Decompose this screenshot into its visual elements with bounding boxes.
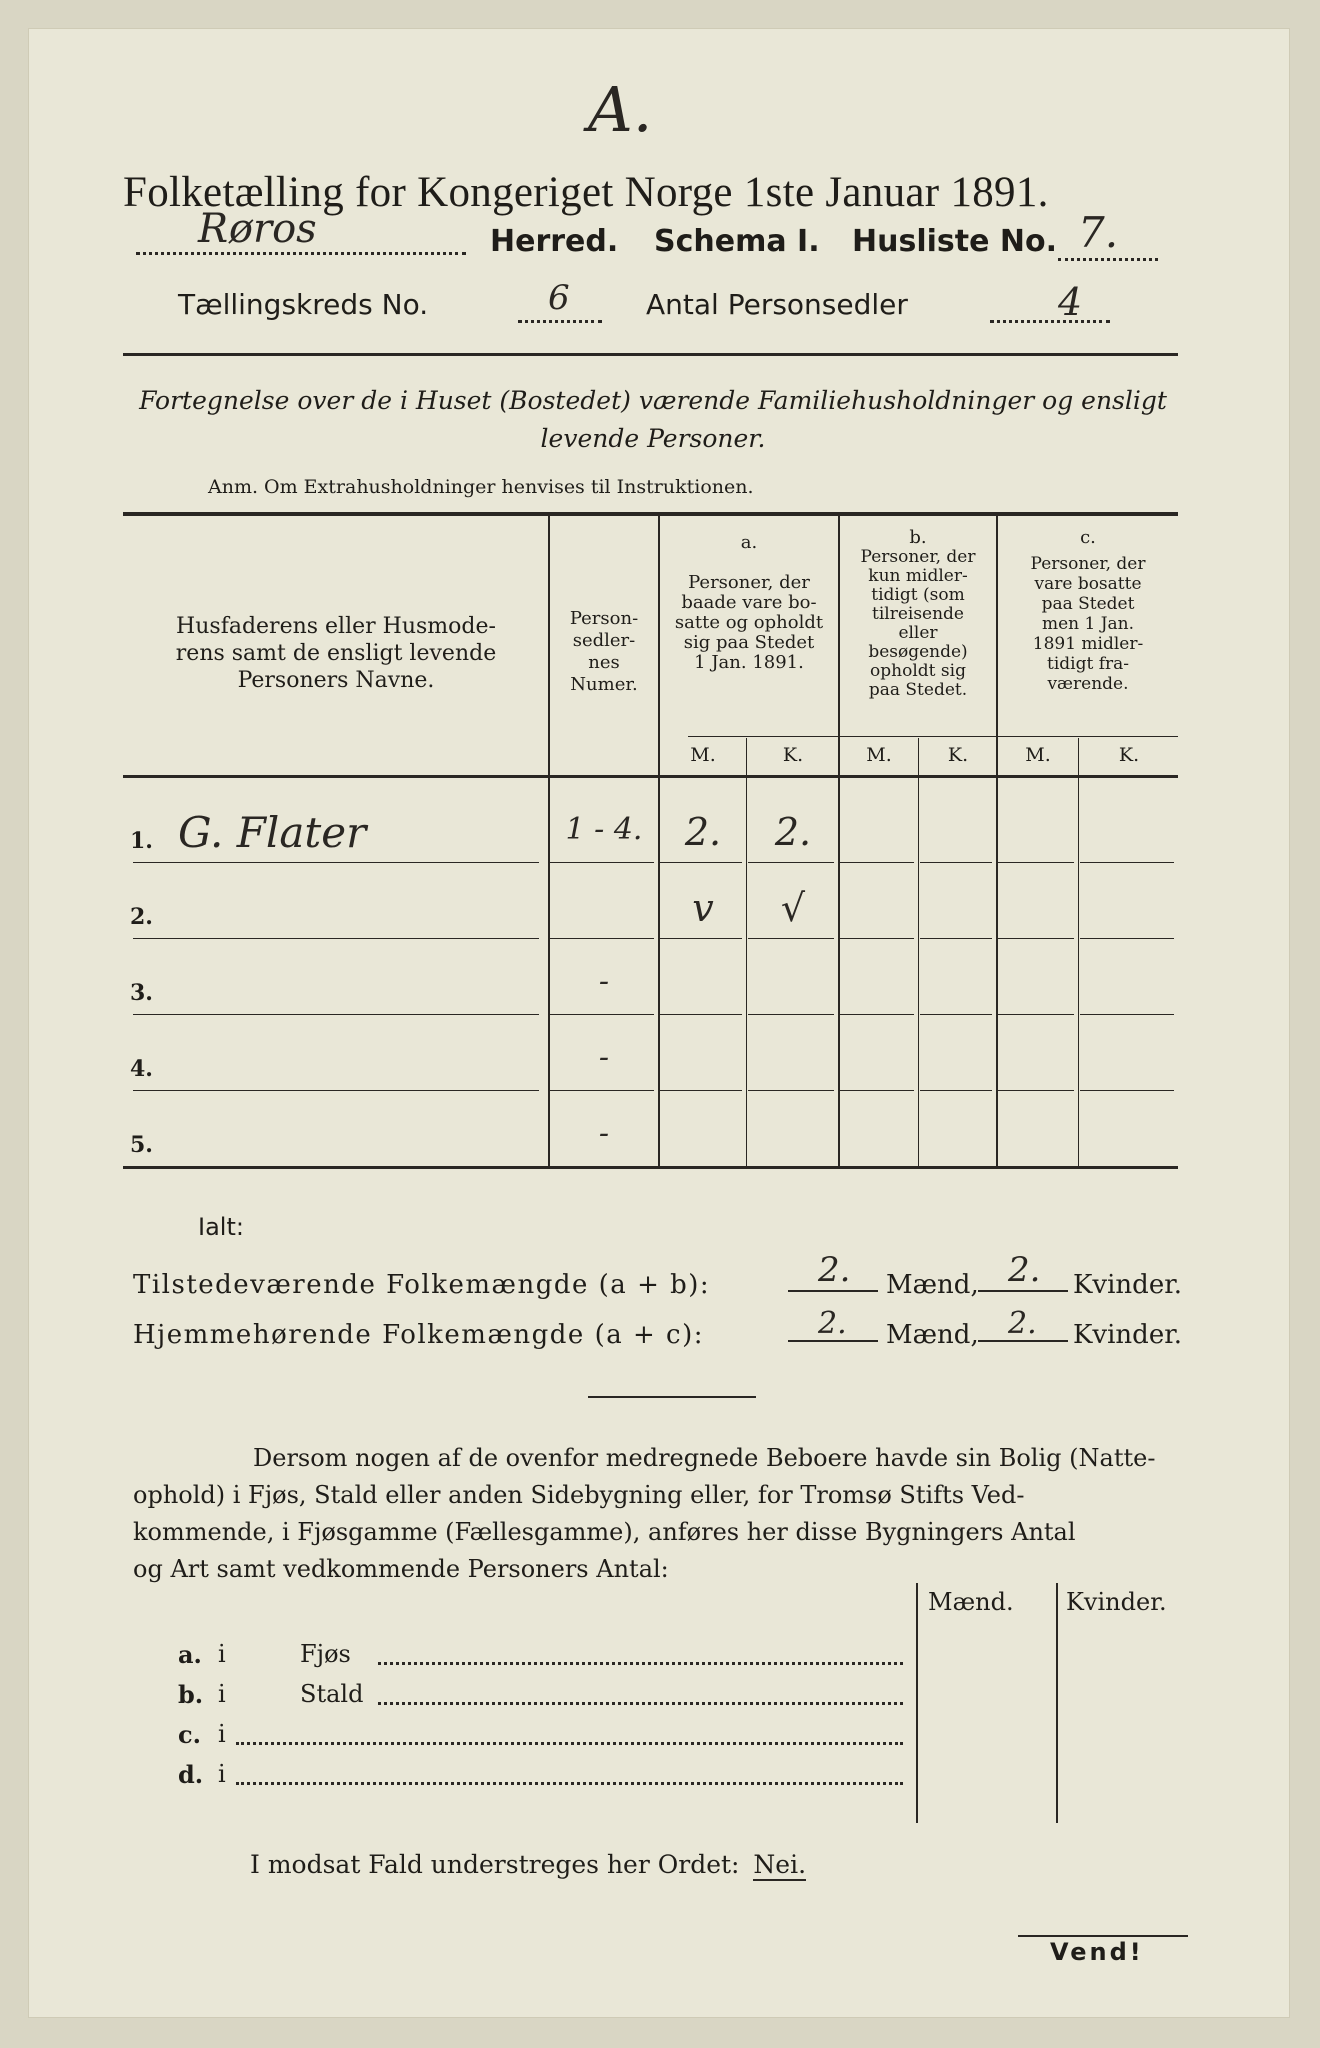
- header-b-k: K.: [947, 744, 969, 766]
- herred-label: Herred.: [490, 224, 619, 259]
- row-rule: [920, 862, 992, 863]
- col-header-a-letter: a.: [740, 532, 758, 553]
- row-rule: [133, 938, 539, 939]
- header-c-k: K.: [1118, 744, 1140, 766]
- row-rule: [1080, 938, 1174, 939]
- row-rule: [660, 862, 742, 863]
- col-header-numer-line-3: nes: [588, 652, 620, 673]
- col-header-a-text-line-2: baade vare bo-: [681, 592, 817, 613]
- anm-note: Anm. Om Extrahusholdninger henvises til Instruktionen.: [208, 476, 754, 498]
- row-a-k: √: [780, 886, 806, 930]
- col-header-b-text-line-7: opholdt sig: [870, 661, 966, 681]
- row-rule: [920, 1014, 992, 1015]
- row-rule: [133, 1090, 539, 1091]
- building-row-letter: a.: [178, 1640, 202, 1669]
- row-rule: [748, 862, 834, 863]
- row-a-k: 2.: [774, 810, 812, 854]
- intro-line-1: Fortegnelse over de i Huset (Bostedet) værende Familiehusholdninger og ensligt: [139, 386, 1167, 415]
- col-header-b-text-line-8: paa Stedet.: [868, 680, 968, 700]
- row-number: 3.: [130, 980, 153, 1006]
- kreds-label: Tællingskreds No.: [178, 288, 429, 321]
- ialt-label: Ialt:: [198, 1213, 244, 1241]
- col-header-b-text-line-2: kun midler-: [868, 566, 968, 586]
- row-rule: [998, 938, 1074, 939]
- building-row-letter: b.: [178, 1680, 204, 1709]
- row-rule: [748, 1014, 834, 1015]
- row-rule: [920, 1090, 992, 1091]
- hjemme-label: Hjemmehørende Folkemængde (a + c):: [133, 1320, 704, 1350]
- row-rule: [840, 938, 914, 939]
- census-form-page: [28, 28, 1290, 2018]
- col-header-c-letter: c.: [1080, 527, 1096, 548]
- building-row-dots: [236, 1742, 903, 1745]
- col-header-b: [840, 528, 996, 700]
- row-numer: -: [598, 1116, 610, 1151]
- row-rule: [748, 1090, 834, 1091]
- building-row-letter: d.: [178, 1760, 204, 1789]
- handwritten-mark: A.: [588, 73, 653, 146]
- col-header-numer-line-1: Person-: [569, 608, 639, 629]
- row-rule: [998, 1014, 1074, 1015]
- row-rule: [840, 1014, 914, 1015]
- col-header-numer: [550, 608, 658, 696]
- row-rule: [1080, 862, 1174, 863]
- intro-line-2: levende Personer.: [540, 424, 766, 453]
- building-row-label: Fjøs: [300, 1640, 351, 1668]
- totals-separator: [588, 1396, 756, 1398]
- col-header-c-text-line-6: tidigt fra-: [1046, 654, 1129, 674]
- tilstede-m-value: 2.: [818, 1250, 851, 1290]
- building-row-i: i: [218, 1720, 226, 1748]
- mk-subheader-rule: [688, 736, 1178, 737]
- row-number: 4.: [130, 1056, 153, 1082]
- row-rule: [550, 862, 654, 863]
- row-name: G. Flater: [178, 808, 367, 857]
- header-rule: [123, 353, 1178, 356]
- tilstede-kvinder: Kvinder.: [1073, 1270, 1183, 1300]
- row-a-m: 2.: [684, 810, 722, 854]
- row-number: 2.: [130, 904, 153, 930]
- row-rule: [133, 862, 539, 863]
- col-divider-c-mk: [1078, 738, 1079, 1166]
- col-divider-a-mk: [746, 738, 747, 1166]
- col-header-b-text-line-3: tidigt (som: [871, 585, 965, 605]
- col-header-b-text-line-5: eller: [898, 623, 938, 643]
- header-a-k: K.: [782, 744, 804, 766]
- buildings-col-maend: Mænd.: [928, 1588, 1014, 1616]
- kreds-dotted-line: [518, 320, 602, 323]
- row-rule: [998, 1090, 1074, 1091]
- row-rule: [920, 938, 992, 939]
- row-rule: [550, 1014, 654, 1015]
- hjemme-maend: Mænd,: [886, 1320, 979, 1350]
- hjemme-m-value: 2.: [818, 1306, 847, 1341]
- row-rule: [660, 1090, 742, 1091]
- col-header-c-text-line-5: 1891 midler-: [1032, 634, 1144, 654]
- row-rule: [998, 862, 1074, 863]
- col-header-b-text-line-4: tilreisende: [871, 604, 964, 624]
- hjemme-kvinder: Kvinder.: [1073, 1320, 1183, 1350]
- buildings-col-divider-1: [916, 1583, 918, 1823]
- col-header-names-line-1: Husfaderens eller Husmode-: [176, 614, 496, 639]
- building-row: [178, 1720, 903, 1756]
- col-header-a-text-line-1: Personer, der: [688, 572, 810, 593]
- header-c-m: M.: [1025, 744, 1051, 766]
- col-header-names-line-2: rens samt de ensligt levende: [175, 641, 497, 666]
- col-header-a-text-line-3: satte og opholdt: [674, 612, 824, 633]
- personsedler-dotted-line: [990, 320, 1110, 323]
- vend-label: Vend!: [1050, 1938, 1144, 1966]
- building-row: [178, 1640, 903, 1676]
- col-header-b-letter: b.: [909, 527, 927, 548]
- schema-label: Schema I.: [654, 224, 820, 259]
- col-header-c-text: [998, 554, 1178, 694]
- personsedler-label: Antal Personsedler: [646, 288, 908, 321]
- col-header-b-text-line-1: Personer, der: [860, 547, 976, 567]
- row-a-m: v: [692, 886, 714, 930]
- col-header-names-line-3: Personers Navne.: [237, 668, 435, 693]
- tilstede-k-line: [978, 1290, 1068, 1292]
- col-divider-b-mk: [918, 738, 919, 1166]
- husliste-dotted-line: [1058, 258, 1158, 261]
- row-rule: [660, 1014, 742, 1015]
- col-header-c-text-line-2: vare bosatte: [1034, 574, 1142, 594]
- personsedler-value: 4: [1058, 280, 1083, 324]
- header-b-m: M.: [866, 744, 892, 766]
- row-numer: 1 - 4.: [565, 812, 643, 847]
- buildings-line-3: kommende, i Fjøsgamme (Fællesgamme), anføres her disse Bygningers Antal: [133, 1518, 1076, 1546]
- nei-text: I modsat Fald understreges her Ordet:: [250, 1850, 740, 1879]
- buildings-col-divider-2: [1056, 1583, 1058, 1823]
- building-row-i: i: [218, 1760, 226, 1788]
- building-row-letter: c.: [178, 1720, 201, 1749]
- building-row-i: i: [218, 1640, 226, 1668]
- row-rule: [133, 1014, 539, 1015]
- building-row-label: Stald: [300, 1680, 364, 1708]
- building-row-dots: [378, 1662, 903, 1665]
- hjemme-k-value: 2.: [1008, 1306, 1037, 1341]
- buildings-line-2: ophold) i Fjøs, Stald eller anden Sidebygning eller, for Tromsø Stifts Ved-: [133, 1481, 1025, 1509]
- kreds-value: 6: [548, 278, 570, 318]
- tilstede-k-value: 2.: [1008, 1250, 1041, 1290]
- col-header-a-text: [660, 573, 838, 673]
- tilstede-label: Tilstedeværende Folkemængde (a + b):: [133, 1270, 711, 1300]
- row-rule: [660, 938, 742, 939]
- col-header-c-text-line-7: værende.: [1047, 674, 1129, 694]
- col-header-c-text-line-4: men 1 Jan.: [1041, 614, 1135, 634]
- herred-value: Røros: [198, 206, 317, 252]
- col-header-b-text: [840, 548, 996, 700]
- form-title: Folketælling for Kongeriget Norge 1ste Januar 1891.: [123, 169, 1049, 216]
- vend-rule: [1018, 1935, 1188, 1937]
- building-row: [178, 1680, 903, 1716]
- row-rule: [1080, 1014, 1174, 1015]
- row-rule: [840, 1090, 914, 1091]
- row-numer: -: [598, 964, 610, 999]
- row-rule: [1080, 1090, 1174, 1091]
- table-top-rule: [123, 512, 1178, 516]
- tilstede-maend: Mænd,: [886, 1270, 979, 1300]
- buildings-line-1: Dersom nogen af de ovenfor medregnede Beboere havde sin Bolig (Natte-: [253, 1444, 1156, 1472]
- building-row-dots: [378, 1702, 903, 1705]
- col-header-b-text-line-6: besøgende): [868, 642, 968, 662]
- col-header-names: [126, 613, 546, 694]
- row-number: 1.: [130, 828, 153, 854]
- row-numer: -: [598, 1040, 610, 1075]
- building-row: [178, 1760, 903, 1796]
- row-number: 5.: [130, 1132, 153, 1158]
- table-bottom-rule: [123, 1166, 1178, 1169]
- col-header-numer-line-4: Numer.: [570, 674, 638, 695]
- buildings-paragraph: [133, 1440, 1188, 1588]
- row-rule: [840, 862, 914, 863]
- col-header-numer-line-2: sedler-: [572, 630, 636, 651]
- col-header-a-text-line-5: 1 Jan. 1891.: [694, 652, 804, 673]
- nei-line: [250, 1850, 806, 1879]
- herred-dotted-line: [136, 252, 466, 255]
- col-header-a-text-line-4: sig paa Stedet: [683, 632, 815, 653]
- row-rule: [550, 938, 654, 939]
- husliste-value: 7.: [1078, 208, 1119, 257]
- row-rule: [550, 1090, 654, 1091]
- husliste-label: Husliste No.: [852, 224, 1057, 259]
- col-header-c-text-line-3: paa Stedet: [1041, 594, 1135, 614]
- building-row-i: i: [218, 1680, 226, 1708]
- buildings-col-kvinder: Kvinder.: [1066, 1588, 1167, 1616]
- col-header-a: [660, 533, 838, 673]
- col-header-c: [998, 528, 1178, 694]
- col-header-c-text-line-1: Personer, der: [1030, 554, 1146, 574]
- buildings-line-4: og Art samt vedkommende Personers Antal:: [133, 1555, 669, 1583]
- nei-word[interactable]: Nei.: [753, 1850, 807, 1879]
- header-a-m: M.: [690, 744, 716, 766]
- row-rule: [748, 938, 834, 939]
- building-row-dots: [236, 1782, 903, 1785]
- tilstede-m-line: [788, 1290, 878, 1292]
- table-header-rule: [123, 775, 1178, 778]
